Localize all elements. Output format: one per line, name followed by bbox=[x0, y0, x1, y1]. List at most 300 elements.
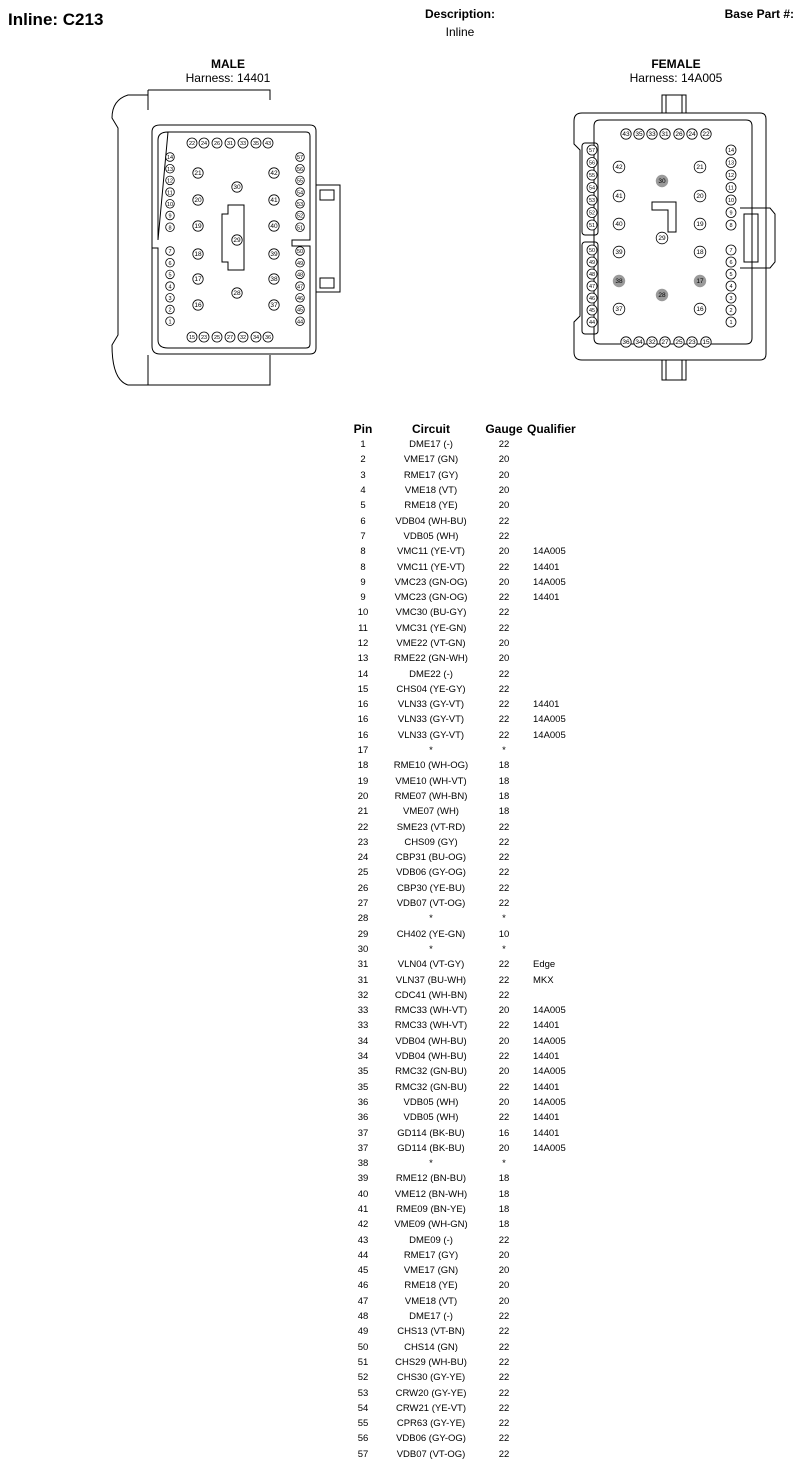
qualifier-cell: 14401 bbox=[533, 1112, 560, 1124]
pin-number: 4 bbox=[729, 284, 733, 291]
pin-cell: 29 bbox=[357, 928, 369, 940]
pin-number: 13 bbox=[166, 166, 174, 173]
circuit-cell: VLN33 (GY-VT) bbox=[397, 699, 465, 711]
gauge-cell: 22 bbox=[498, 1112, 510, 1124]
gauge-cell: 22 bbox=[498, 1326, 510, 1338]
pin-number: 17 bbox=[696, 278, 704, 286]
qualifier-cell bbox=[527, 896, 593, 911]
circuit-cell: CHS09 (GY) bbox=[404, 836, 458, 848]
pin-number: 47 bbox=[588, 284, 596, 291]
pin-cell: 23 bbox=[357, 836, 369, 848]
pin-number: 12 bbox=[166, 178, 174, 185]
table-row bbox=[345, 988, 593, 1003]
pin-number: 25 bbox=[675, 339, 683, 347]
pin-cell: 17 bbox=[357, 745, 369, 757]
pin-cell: 57 bbox=[357, 1448, 369, 1460]
pin-number: 33 bbox=[239, 141, 247, 148]
qualifier-cell bbox=[527, 513, 593, 528]
pin-number: 31 bbox=[226, 141, 234, 148]
pin-number: 5 bbox=[168, 272, 172, 279]
circuit-cell: VME18 (VT) bbox=[404, 1295, 458, 1307]
pin-cell: 48 bbox=[357, 1311, 369, 1323]
pin-number: 23 bbox=[688, 339, 696, 347]
circuit-cell: VDB06 (GY-OG) bbox=[396, 867, 466, 879]
table-row bbox=[345, 850, 593, 865]
pin-cell: 24 bbox=[357, 852, 369, 864]
table-row bbox=[345, 896, 593, 911]
pin-cell: 44 bbox=[357, 1249, 369, 1261]
pin-number: 23 bbox=[200, 335, 208, 342]
circuit-cell: VMC30 (BU-GY) bbox=[395, 607, 467, 619]
pin-cell: 41 bbox=[357, 1203, 369, 1215]
pin-number: 33 bbox=[648, 131, 656, 139]
pin-cell: 10 bbox=[357, 607, 369, 619]
table-row bbox=[345, 789, 593, 804]
qualifier-cell bbox=[527, 1278, 593, 1293]
qualifier-cell bbox=[527, 636, 593, 651]
pin-number: 20 bbox=[194, 197, 202, 205]
pin-number: 35 bbox=[252, 141, 260, 148]
table-row bbox=[345, 743, 593, 758]
table-row bbox=[345, 498, 593, 513]
table-row bbox=[345, 1370, 593, 1385]
table-row bbox=[345, 728, 593, 743]
qualifier-cell bbox=[527, 1171, 593, 1186]
table-row bbox=[345, 972, 593, 987]
table-row bbox=[345, 1248, 593, 1263]
pin-number: 11 bbox=[728, 185, 734, 192]
pin-cell: 13 bbox=[357, 653, 369, 665]
gauge-cell: 18 bbox=[498, 760, 510, 772]
pin-number: 29 bbox=[233, 237, 241, 245]
qualifier-cell bbox=[527, 437, 593, 452]
pin-cell: 20 bbox=[357, 790, 369, 802]
gauge-cell: 18 bbox=[498, 1188, 510, 1200]
pin-cell: 46 bbox=[357, 1280, 369, 1292]
qualifier-cell bbox=[527, 789, 593, 804]
pin-cell: 30 bbox=[357, 943, 369, 955]
pin-number: 18 bbox=[194, 251, 202, 259]
qualifier-cell: 14401 bbox=[533, 1051, 560, 1063]
table-row bbox=[345, 1171, 593, 1186]
pin-number: 50 bbox=[588, 248, 596, 255]
qualifier-cell bbox=[527, 1416, 593, 1431]
circuit-cell: DME17 (-) bbox=[409, 1311, 453, 1323]
pin-cell: 11 bbox=[358, 622, 368, 634]
pin-number: 9 bbox=[168, 213, 172, 220]
circuit-cell: RME18 (YE) bbox=[404, 1280, 458, 1292]
pin-number: 35 bbox=[635, 131, 643, 139]
table-row bbox=[345, 1141, 593, 1156]
description-value: Inline bbox=[445, 25, 475, 39]
table-row bbox=[345, 666, 593, 681]
table-row bbox=[345, 881, 593, 896]
pin-number: 41 bbox=[615, 193, 623, 201]
circuit-cell: CHS13 (VT-BN) bbox=[397, 1326, 465, 1338]
qualifier-cell bbox=[527, 1187, 593, 1202]
circuit-cell: VDB05 (WH) bbox=[403, 530, 459, 542]
table-row bbox=[345, 1324, 593, 1339]
circuit-cell: VDB04 (WH-BU) bbox=[395, 515, 467, 527]
circuit-header: Circuit bbox=[411, 422, 450, 436]
pin-cell: 35 bbox=[357, 1066, 369, 1078]
gauge-cell: 22 bbox=[498, 668, 510, 680]
pin-cell: 33 bbox=[357, 1005, 369, 1017]
pin-cell: 8 bbox=[360, 546, 366, 558]
table-row bbox=[345, 1263, 593, 1278]
gauge-cell: 22 bbox=[498, 821, 510, 833]
pin-number: 19 bbox=[194, 223, 202, 231]
gauge-cell: 22 bbox=[498, 1234, 510, 1246]
gauge-cell: 22 bbox=[498, 1433, 510, 1445]
table-row bbox=[345, 1187, 593, 1202]
pin-number: 36 bbox=[622, 339, 630, 347]
qualifier-cell bbox=[527, 1340, 593, 1355]
pin-number: 21 bbox=[696, 164, 704, 172]
table-row bbox=[345, 483, 593, 498]
qualifier-cell: 14A005 bbox=[533, 714, 566, 726]
pin-cell: 1 bbox=[360, 439, 366, 451]
table-row bbox=[345, 697, 593, 712]
circuit-cell: VME17 (GN) bbox=[403, 1265, 459, 1277]
pin-cell: 15 bbox=[357, 683, 369, 695]
gauge-cell: 20 bbox=[498, 1005, 510, 1017]
pin-cell: 2 bbox=[360, 454, 366, 466]
pin-number: 37 bbox=[270, 302, 278, 310]
gauge-cell: 20 bbox=[498, 469, 510, 481]
qualifier-cell bbox=[527, 682, 593, 697]
male-label: MALE bbox=[211, 57, 245, 71]
description-label: Description: bbox=[424, 7, 495, 21]
table-row bbox=[345, 1202, 593, 1217]
table-row bbox=[345, 1416, 593, 1431]
gauge-cell: * bbox=[502, 745, 506, 757]
pin-cell: 9 bbox=[360, 576, 366, 588]
circuit-cell: RMC32 (GN-BU) bbox=[395, 1066, 467, 1078]
pin-number: 14 bbox=[166, 155, 174, 162]
qualifier-cell: 14401 bbox=[533, 699, 560, 711]
table-row bbox=[345, 651, 593, 666]
pin-cell: 3 bbox=[360, 469, 366, 481]
pin-number: 56 bbox=[296, 166, 304, 173]
pin-number: 8 bbox=[729, 223, 733, 230]
circuit-cell: VDB05 (WH) bbox=[403, 1096, 459, 1108]
circuit-cell: DME17 (-) bbox=[409, 439, 453, 451]
qualifier-cell bbox=[527, 483, 593, 498]
pin-cell: 18 bbox=[357, 760, 369, 772]
table-row bbox=[345, 1355, 593, 1370]
table-row bbox=[345, 682, 593, 697]
qualifier-cell bbox=[527, 1232, 593, 1247]
gauge-cell: 22 bbox=[498, 1051, 510, 1063]
pin-number: 32 bbox=[239, 335, 247, 342]
qualifier-cell bbox=[527, 1324, 593, 1339]
circuit-cell: RMC33 (WH-VT) bbox=[394, 1020, 468, 1032]
pin-number: 16 bbox=[194, 302, 202, 310]
qualifier-cell bbox=[527, 1447, 593, 1462]
circuit-cell: VME22 (VT-GN) bbox=[396, 638, 466, 649]
pin-cell: 37 bbox=[357, 1142, 369, 1154]
female-harness: Harness: 14A005 bbox=[629, 71, 723, 85]
table-row bbox=[345, 1003, 593, 1018]
pin-cell: 50 bbox=[357, 1341, 369, 1353]
pin-number: 39 bbox=[270, 251, 278, 259]
gauge-cell: 22 bbox=[498, 852, 510, 864]
pin-cell: 25 bbox=[357, 867, 369, 879]
pin-cell: 21 bbox=[357, 806, 369, 818]
qualifier-cell bbox=[527, 819, 593, 834]
qualifier-cell bbox=[527, 942, 593, 957]
qualifier-cell bbox=[527, 758, 593, 773]
pin-cell: 6 bbox=[360, 515, 366, 527]
pin-number: 28 bbox=[233, 290, 241, 298]
qualifier-cell bbox=[527, 1309, 593, 1324]
table-row bbox=[345, 605, 593, 620]
table-row bbox=[345, 1095, 593, 1110]
table-row bbox=[345, 1385, 593, 1400]
pin-number: 28 bbox=[658, 292, 666, 300]
gauge-cell: 18 bbox=[498, 1203, 510, 1215]
pin-cell: 34 bbox=[357, 1051, 369, 1063]
gauge-cell: 20 bbox=[498, 1295, 510, 1307]
pin-number: 29 bbox=[658, 235, 666, 243]
pin-cell: 38 bbox=[357, 1158, 369, 1170]
pin-number: 2 bbox=[729, 308, 733, 315]
circuit-cell: VLN04 (VT-GY) bbox=[397, 959, 465, 971]
qualifier-cell bbox=[527, 621, 593, 636]
pin-number: 24 bbox=[688, 131, 696, 139]
qualifier-cell bbox=[527, 452, 593, 467]
circuit-cell: * bbox=[429, 745, 433, 757]
pin-number: 39 bbox=[615, 249, 623, 257]
pin-cell: 52 bbox=[357, 1372, 369, 1384]
pin-number: 40 bbox=[270, 223, 278, 231]
circuit-cell: VME07 (WH) bbox=[403, 806, 459, 818]
table-row bbox=[345, 452, 593, 467]
circuit-cell: RME22 (GN-WH) bbox=[394, 653, 468, 665]
pin-cell: 43 bbox=[357, 1234, 369, 1246]
gauge-cell: 22 bbox=[498, 989, 510, 1001]
circuit-cell: VDB04 (WH-BU) bbox=[395, 1035, 467, 1047]
gauge-cell: 22 bbox=[498, 836, 510, 848]
circuit-cell: VDB07 (VT-OG) bbox=[396, 898, 466, 910]
gauge-cell: * bbox=[502, 1158, 506, 1170]
pin-cell: 37 bbox=[357, 1127, 369, 1139]
qualifier-cell: 14A005 bbox=[533, 1066, 566, 1078]
pin-cell: 36 bbox=[357, 1112, 369, 1124]
page-title: Inline: C213 bbox=[8, 10, 104, 29]
circuit-cell: RME10 (WH-OG) bbox=[393, 760, 469, 772]
circuit-cell: VMC23 (GN-OG) bbox=[394, 576, 468, 588]
gauge-cell: 22 bbox=[498, 1402, 510, 1414]
gauge-cell: 22 bbox=[498, 515, 510, 527]
pin-number: 49 bbox=[588, 260, 596, 267]
qualifier-cell bbox=[527, 927, 593, 942]
qualifier-header: Qualifier bbox=[527, 422, 576, 436]
pin-number: 36 bbox=[264, 335, 272, 342]
circuit-cell: VME09 (WH-GN) bbox=[394, 1219, 468, 1231]
gauge-cell: 22 bbox=[498, 729, 510, 741]
qualifier-cell bbox=[527, 529, 593, 544]
circuit-cell: CH402 (YE-GN) bbox=[396, 928, 466, 940]
gauge-cell: 22 bbox=[498, 867, 510, 879]
table-row bbox=[345, 1232, 593, 1247]
pin-number: 27 bbox=[226, 335, 234, 342]
table-row bbox=[345, 1049, 593, 1064]
table-row bbox=[345, 957, 593, 972]
gauge-cell: 20 bbox=[498, 1066, 510, 1078]
pin-number: 22 bbox=[188, 141, 196, 148]
gauge-cell: 20 bbox=[498, 638, 510, 649]
pin-number: 20 bbox=[696, 193, 704, 201]
qualifier-cell bbox=[527, 911, 593, 926]
pin-cell: 16 bbox=[357, 699, 369, 711]
pin-number: 8 bbox=[168, 225, 172, 232]
table-row bbox=[345, 437, 593, 452]
circuit-cell: VMC11 (YE-VT) bbox=[397, 546, 465, 558]
pin-number: 22 bbox=[702, 131, 710, 139]
pin-cell: 16 bbox=[357, 714, 369, 726]
table-row bbox=[345, 1064, 593, 1079]
pin-number: 32 bbox=[648, 339, 656, 347]
circuit-cell: VDB07 (VT-OG) bbox=[396, 1448, 466, 1460]
table-row bbox=[345, 1018, 593, 1033]
table-row bbox=[345, 774, 593, 789]
pin-number: 43 bbox=[264, 141, 272, 148]
pin-number: 51 bbox=[588, 223, 596, 230]
table-row bbox=[345, 804, 593, 819]
circuit-cell: * bbox=[429, 1158, 433, 1170]
gauge-cell: 22 bbox=[498, 530, 510, 542]
pin-number: 52 bbox=[296, 213, 304, 220]
female-connector-diagram bbox=[0, 0, 804, 400]
pin-table-body bbox=[345, 437, 593, 1462]
gauge-cell: 22 bbox=[498, 1081, 510, 1093]
qualifier-cell bbox=[527, 804, 593, 819]
circuit-cell: VDB06 (GY-OG) bbox=[396, 1433, 466, 1445]
gauge-cell: 22 bbox=[498, 561, 510, 573]
qualifier-cell bbox=[527, 1263, 593, 1278]
qualifier-cell bbox=[527, 1156, 593, 1171]
qualifier-cell bbox=[527, 651, 593, 666]
gauge-cell: 20 bbox=[498, 546, 510, 558]
circuit-cell: CHS29 (WH-BU) bbox=[395, 1356, 467, 1368]
table-row bbox=[345, 1110, 593, 1125]
circuit-cell: VMC23 (GN-OG) bbox=[394, 592, 468, 604]
circuit-cell: VDB04 (WH-BU) bbox=[395, 1051, 467, 1063]
pin-number: 42 bbox=[615, 164, 623, 172]
pin-number: 52 bbox=[588, 210, 596, 217]
gauge-cell: 20 bbox=[498, 1096, 510, 1108]
table-row bbox=[345, 1431, 593, 1446]
pin-number: 37 bbox=[615, 306, 623, 314]
circuit-cell: RME09 (BN-YE) bbox=[396, 1203, 466, 1215]
qualifier-cell: 14A005 bbox=[533, 1096, 566, 1108]
pin-number: 44 bbox=[296, 319, 304, 326]
pin-cell: 40 bbox=[357, 1188, 369, 1200]
qualifier-cell bbox=[527, 1248, 593, 1263]
gauge-cell: 22 bbox=[498, 974, 510, 986]
gauge-cell: 22 bbox=[498, 439, 510, 451]
qualifier-cell bbox=[527, 1217, 593, 1232]
table-row bbox=[345, 513, 593, 528]
pin-number: 18 bbox=[696, 249, 704, 257]
base-part-label: Base Part #: bbox=[724, 7, 794, 21]
circuit-cell: DME22 (-) bbox=[409, 668, 453, 680]
qualifier-cell: 14A005 bbox=[533, 576, 566, 588]
gauge-cell: 22 bbox=[498, 882, 510, 894]
gauge-cell: 20 bbox=[498, 1280, 510, 1292]
circuit-cell: VLN33 (GY-VT) bbox=[397, 714, 465, 726]
pin-number: 30 bbox=[233, 184, 241, 192]
circuit-cell: GD114 (BK-BU) bbox=[397, 1127, 465, 1139]
table-row bbox=[345, 1309, 593, 1324]
gauge-cell: 20 bbox=[498, 653, 510, 665]
pin-number: 12 bbox=[727, 173, 735, 180]
circuit-cell: CDC41 (WH-BN) bbox=[394, 989, 468, 1001]
qualifier-cell: 14401 bbox=[533, 1127, 560, 1139]
pin-number: 4 bbox=[168, 284, 172, 291]
qualifier-cell bbox=[527, 743, 593, 758]
pin-table bbox=[345, 421, 593, 1462]
pin-number: 19 bbox=[696, 221, 704, 229]
pin-number: 51 bbox=[296, 225, 304, 232]
qualifier-cell bbox=[527, 468, 593, 483]
qualifier-cell bbox=[527, 850, 593, 865]
circuit-cell: RMC32 (GN-BU) bbox=[395, 1081, 467, 1093]
pin-cell: 4 bbox=[360, 485, 366, 497]
pin-number: 57 bbox=[296, 155, 304, 162]
gauge-cell: 18 bbox=[498, 1219, 510, 1231]
table-row bbox=[345, 1340, 593, 1355]
gauge-cell: 22 bbox=[498, 683, 510, 695]
pin-number: 53 bbox=[296, 202, 304, 208]
pin-number: 55 bbox=[296, 178, 304, 185]
table-row bbox=[345, 1294, 593, 1309]
qualifier-cell bbox=[527, 835, 593, 850]
circuit-cell: VME17 (GN) bbox=[403, 454, 459, 466]
female-label: FEMALE bbox=[651, 57, 701, 71]
pin-number: 56 bbox=[588, 160, 596, 167]
pin-number: 43 bbox=[622, 131, 630, 139]
circuit-cell: RME12 (BN-BU) bbox=[395, 1173, 467, 1185]
pin-number: 54 bbox=[296, 190, 304, 197]
qualifier-cell: MKX bbox=[533, 974, 554, 986]
gauge-cell: * bbox=[502, 913, 506, 925]
qualifier-cell bbox=[527, 1401, 593, 1416]
gauge-cell: 22 bbox=[498, 959, 510, 971]
circuit-cell: DME09 (-) bbox=[409, 1234, 453, 1246]
table-row bbox=[345, 927, 593, 942]
table-row bbox=[345, 1079, 593, 1094]
qualifier-cell bbox=[527, 1294, 593, 1309]
table-row bbox=[345, 575, 593, 590]
pin-number: 1 bbox=[729, 320, 733, 327]
pin-number: 40 bbox=[615, 221, 623, 229]
table-row bbox=[345, 468, 593, 483]
circuit-cell: CPR63 (GY-YE) bbox=[396, 1418, 466, 1430]
pin-number: 14 bbox=[727, 148, 735, 155]
qualifier-cell bbox=[527, 1355, 593, 1370]
circuit-cell: CHS04 (YE-GY) bbox=[396, 683, 466, 695]
qualifier-cell bbox=[527, 865, 593, 880]
pin-cell: 27 bbox=[357, 898, 369, 910]
circuit-cell: RME17 (GY) bbox=[403, 1249, 459, 1261]
pin-cell: 9 bbox=[360, 592, 366, 604]
circuit-cell: VMC31 (YE-GN) bbox=[395, 622, 467, 634]
circuit-cell: RMC33 (WH-VT) bbox=[394, 1005, 468, 1017]
gauge-cell: 20 bbox=[498, 485, 510, 497]
